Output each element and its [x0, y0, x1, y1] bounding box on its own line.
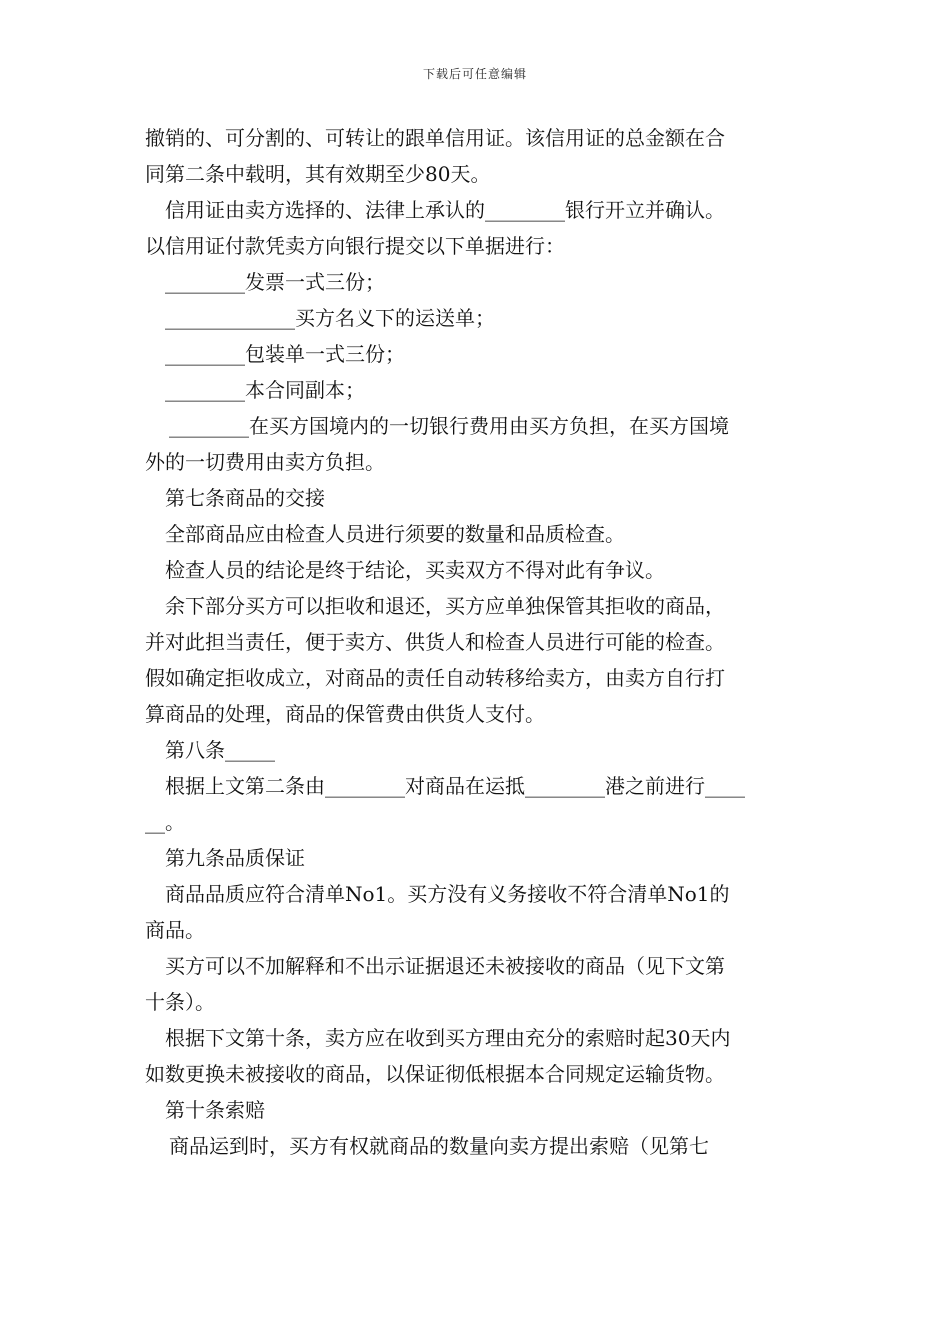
text-line: 如数更换未被接收的商品，以保证彻低根据本合同规定运输货物。 [145, 1062, 725, 1086]
text-line: 并对此担当责任，便于卖方、供货人和检查人员进行可能的检查。 [145, 630, 725, 654]
text-line: 算商品的处理，商品的保管费由供货人支付。 [145, 702, 545, 726]
text-line: 以信用证付款凭卖方向银行提交以下单据进行： [145, 234, 565, 258]
text-line: 信用证由卖方选择的、法律上承认的________银行开立并确认。 [165, 198, 725, 222]
text-line: 第九条品质保证 [165, 846, 305, 870]
text-line: 外的一切费用由卖方负担。 [145, 450, 385, 474]
text-line: ________发票一式三份； [165, 270, 385, 294]
text-line: 余下部分买方可以拒收和退还，买方应单独保管其拒收的商品， [165, 594, 725, 618]
text-line: 撤销的、可分割的、可转让的跟单信用证。该信用证的总金额在合 [145, 126, 725, 150]
text-line: 商品品质应符合清单No1。买方没有义务接收不符合清单No1的 [165, 882, 730, 906]
text-line: 假如确定拒收成立，对商品的责任自动转移给卖方，由卖方自行打 [145, 666, 725, 690]
text-line: 第十条索赔 [165, 1098, 265, 1122]
text-line: 商品。 [145, 918, 205, 942]
document-body [145, 120, 810, 1164]
text-line: __。 [145, 810, 185, 834]
text-line: 第七条商品的交接 [165, 486, 325, 510]
text-line: ________在买方国境内的一切银行费用由买方负担，在买方国境 [169, 414, 729, 438]
text-line: ________包装单一式三份； [165, 342, 405, 366]
text-line: 十条）。 [145, 990, 215, 1014]
text-line: _____________买方名义下的运送单； [165, 306, 495, 330]
page-header: 下载后可任意编辑 [422, 67, 527, 81]
text-line: 根据上文第二条由________对商品在运抵________港之前进行____ [165, 774, 745, 798]
text-line: 根据下文第十条，卖方应在收到买方理由充分的索赔时起30天内 [165, 1026, 731, 1050]
text-line: 全部商品应由检查人员进行须要的数量和品质检查。 [165, 522, 625, 546]
text-line: 第八条_____ [165, 738, 275, 762]
text-line: 商品运到时，买方有权就商品的数量向卖方提出索赔（见第七 [169, 1134, 709, 1158]
text-line: 同第二条中载明，其有效期至少80天。 [145, 162, 491, 186]
text-line: 买方可以不加解释和不出示证据退还未被接收的商品（见下文第 [165, 954, 725, 978]
text-line: 检查人员的结论是终于结论，买卖双方不得对此有争议。 [165, 558, 665, 582]
text-line: ________本合同副本； [165, 378, 365, 402]
